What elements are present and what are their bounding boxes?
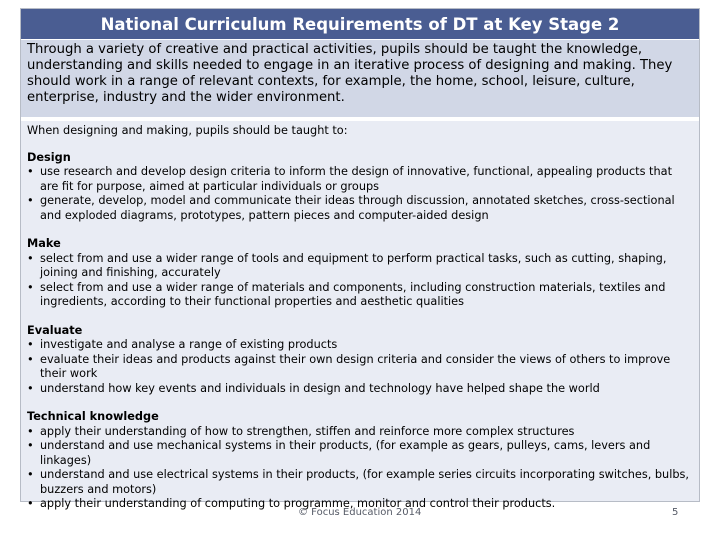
list-item <box>27 425 693 440</box>
page-number: 5 <box>672 507 679 518</box>
page-title: National Curriculum Requirements of DT at Key Stage 2 <box>21 9 699 40</box>
section-design <box>27 151 693 224</box>
sections-container <box>27 151 693 512</box>
list-item-text: apply their understanding of how to strengthen, stiffen and reinforce more complex structures <box>40 424 575 438</box>
bullet-list <box>27 165 693 223</box>
list-item-text: select from and use a wider range of materials and components, including construction materials, textiles and ingredients, according to their functional properties and aesthetic qualities <box>40 280 666 308</box>
bullet-list <box>27 425 693 512</box>
bullet-icon: • <box>27 497 34 510</box>
bullet-icon: • <box>27 468 34 481</box>
bullet-icon: • <box>27 424 34 438</box>
bullet-icon: • <box>27 381 34 395</box>
section-make <box>27 237 693 310</box>
curriculum-table <box>20 8 700 510</box>
bullet-icon: • <box>27 194 34 207</box>
section-heading: Make <box>27 237 61 250</box>
list-item-text: select from and use a wider range of tools and equipment to perform practical tasks, such as cutting, shaping, joining and finishing, accurately <box>40 251 667 279</box>
list-item-text: apply their understanding of computing to programme, monitor and control their products. <box>40 497 556 510</box>
lead-sentence: When designing and making, pupils should be taught to: <box>27 124 348 137</box>
section-heading: Evaluate <box>27 323 83 337</box>
list-item <box>27 382 693 397</box>
section-technical-knowledge <box>27 410 693 512</box>
list-item <box>27 165 693 194</box>
section-heading: Technical knowledge <box>27 410 159 423</box>
requirements-body <box>21 121 699 510</box>
bullet-icon: • <box>27 338 34 351</box>
list-item <box>27 338 693 353</box>
list-item-text: evaluate their ideas and products against their own design criteria and consider the views of others to improve their work <box>40 352 671 380</box>
list-item <box>27 194 693 223</box>
list-item-text: investigate and analyse a range of existing products <box>40 338 338 351</box>
list-item <box>27 439 693 468</box>
bullet-list <box>27 338 693 396</box>
intro-paragraph: Through a variety of creative and practical activities, pupils should be taught the knowledge, understanding and skills needed to engage in an iterative process of designing and making. They should work in a range of relevant contexts, for example, the home, school, leisure, culture, enterprise, industry and the wider environment. <box>21 40 699 119</box>
list-item-text: understand and use electrical systems in their products, (for example series circuits incorporating switches, bulbs, buzzers and motors) <box>40 468 689 496</box>
list-item-text: understand how key events and individuals in design and technology have helped shape the world <box>40 381 600 395</box>
list-item-text: use research and develop design criteria to inform the design of innovative, functional, appealing products that are fit for purpose, aimed at particular individuals or groups <box>40 165 672 193</box>
bullet-icon: • <box>27 439 34 452</box>
list-item <box>27 468 693 497</box>
section-evaluate <box>27 324 693 397</box>
section-heading: Design <box>27 150 71 164</box>
bullet-icon: • <box>27 352 34 366</box>
bullet-icon: • <box>27 251 34 265</box>
list-item <box>27 252 693 281</box>
bullet-icon: • <box>27 165 34 178</box>
list-item-text: understand and use mechanical systems in their products, (for example as gears, pulleys, cams, levers and linkages) <box>40 439 651 467</box>
list-item <box>27 353 693 382</box>
bullet-icon: • <box>27 280 34 294</box>
footer-credit: © Focus Education 2014 <box>298 507 422 518</box>
list-item <box>27 281 693 310</box>
bullet-list <box>27 252 693 310</box>
list-item-text: generate, develop, model and communicate their ideas through discussion, annotated sketches, cross-sectional and exploded diagrams, prototypes, pattern pieces and computer-aided design <box>40 194 675 222</box>
